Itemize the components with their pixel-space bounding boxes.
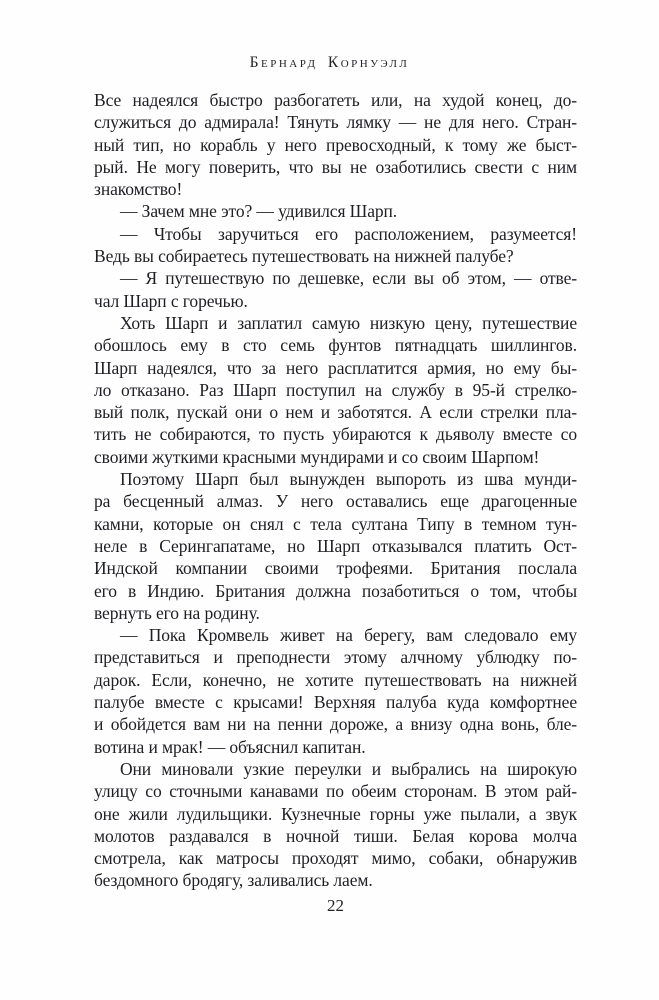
text-line: камни, которые он снял с тела султана Типу в темном тун- xyxy=(94,513,577,534)
text-line: служиться до адмирала! Тянуть лямку — не для него. Стран- xyxy=(94,112,577,133)
text-block xyxy=(94,89,577,892)
text-line: обошлось ему в сто семь фунтов пятнадцать шиллингов. xyxy=(94,335,577,356)
running-header: Бернард Корнуэлл xyxy=(249,54,410,71)
paragraph xyxy=(94,624,577,758)
paragraph xyxy=(94,200,577,222)
text-line: улицу со сточными канавами по обеим сторонам. В этом рай- xyxy=(94,781,577,802)
text-line: знакомство! xyxy=(94,179,183,200)
page-number: 22 xyxy=(327,896,344,915)
paragraph xyxy=(94,267,577,312)
text-line: рый. Не могу поверить, что вы не озаботились свести с ним xyxy=(94,156,577,177)
text-line: своими жуткими красными мундирами и со своим Шарпом! xyxy=(94,446,540,467)
text-line: Все надеялся быстро разбогатеть или, на худой конец, до- xyxy=(94,90,577,110)
text-line: Ведь вы собираетесь путешествовать на нижней палубе? xyxy=(94,246,514,267)
text-line: оне жили лудильщики. Кузнечные горны уже пылали, а звук xyxy=(94,803,577,824)
paragraph xyxy=(94,758,577,892)
text-line: и обойдется вам ни на пенни дороже, а внизу одна вонь, бле- xyxy=(94,714,577,735)
text-line: молотов раздавался в ночной тиши. Белая корова молча xyxy=(94,825,577,846)
text-line: Индской компании своими трофеями. Британия послала xyxy=(94,558,577,579)
text-line: его в Индию. Британия должна позаботиться о том, чтобы xyxy=(94,580,577,601)
text-line: — Чтобы заручиться его расположением, разумеется! xyxy=(120,223,577,244)
text-line: — Зачем мне это? — удивился Шарп. xyxy=(120,201,398,222)
paragraph xyxy=(94,468,577,624)
text-line: вотина и мрак! — объяснил капитан. xyxy=(94,736,366,757)
text-line: неле в Серингапатаме, но Шарп отказывался платить Ост- xyxy=(94,535,577,556)
paragraph xyxy=(94,89,577,200)
text-line: смотрела, как матросы проходят мимо, собаки, обнаружив xyxy=(94,848,577,869)
text-line: — Я путешествую по дешевке, если вы об этом, — отве- xyxy=(120,268,577,289)
text-line: Они миновали узкие переулки и выбрались на широкую xyxy=(120,758,577,779)
text-line: Хоть Шарп и заплатил самую низкую цену, путешествие xyxy=(120,312,577,333)
text-line: чал Шарп с горечью. xyxy=(94,290,248,311)
text-line: вернуть его на родину. xyxy=(94,602,260,623)
text-line: вый полк, пускай они о нем и заботятся. А если стрелки пла- xyxy=(94,402,577,423)
text-line: — Пока Кромвель живет на берегу, вам следовало ему xyxy=(120,625,577,646)
text-line: ра бесценный алмаз. У него оставались еще драгоценные xyxy=(94,491,577,512)
text-line: палубе вместе с крысами! Верхняя палуба куда комфортнее xyxy=(94,692,577,713)
text-line: представиться и преподнести этому алчному ублюдку по- xyxy=(94,647,577,668)
text-line: ло отказано. Раз Шарп поступил на службу в 95-й стрелко- xyxy=(94,379,577,400)
paragraph xyxy=(94,223,577,268)
text-line: бездомного бродягу, заливались лаем. xyxy=(94,870,373,891)
text-line: тить не собираются, то пусть убираются к дьяволу вместе со xyxy=(94,424,577,445)
text-line: Поэтому Шарп был вынужден выпороть из шва мунди- xyxy=(120,469,577,490)
text-line: дарок. Если, конечно, не хотите путешествовать на нижней xyxy=(94,669,577,690)
text-line: Шарп надеялся, что за него расплатится армия, но ему бы- xyxy=(94,357,577,378)
paragraph xyxy=(94,312,577,468)
text-line: ный тип, но корабль у него превосходный, к тому же быст- xyxy=(94,134,577,155)
